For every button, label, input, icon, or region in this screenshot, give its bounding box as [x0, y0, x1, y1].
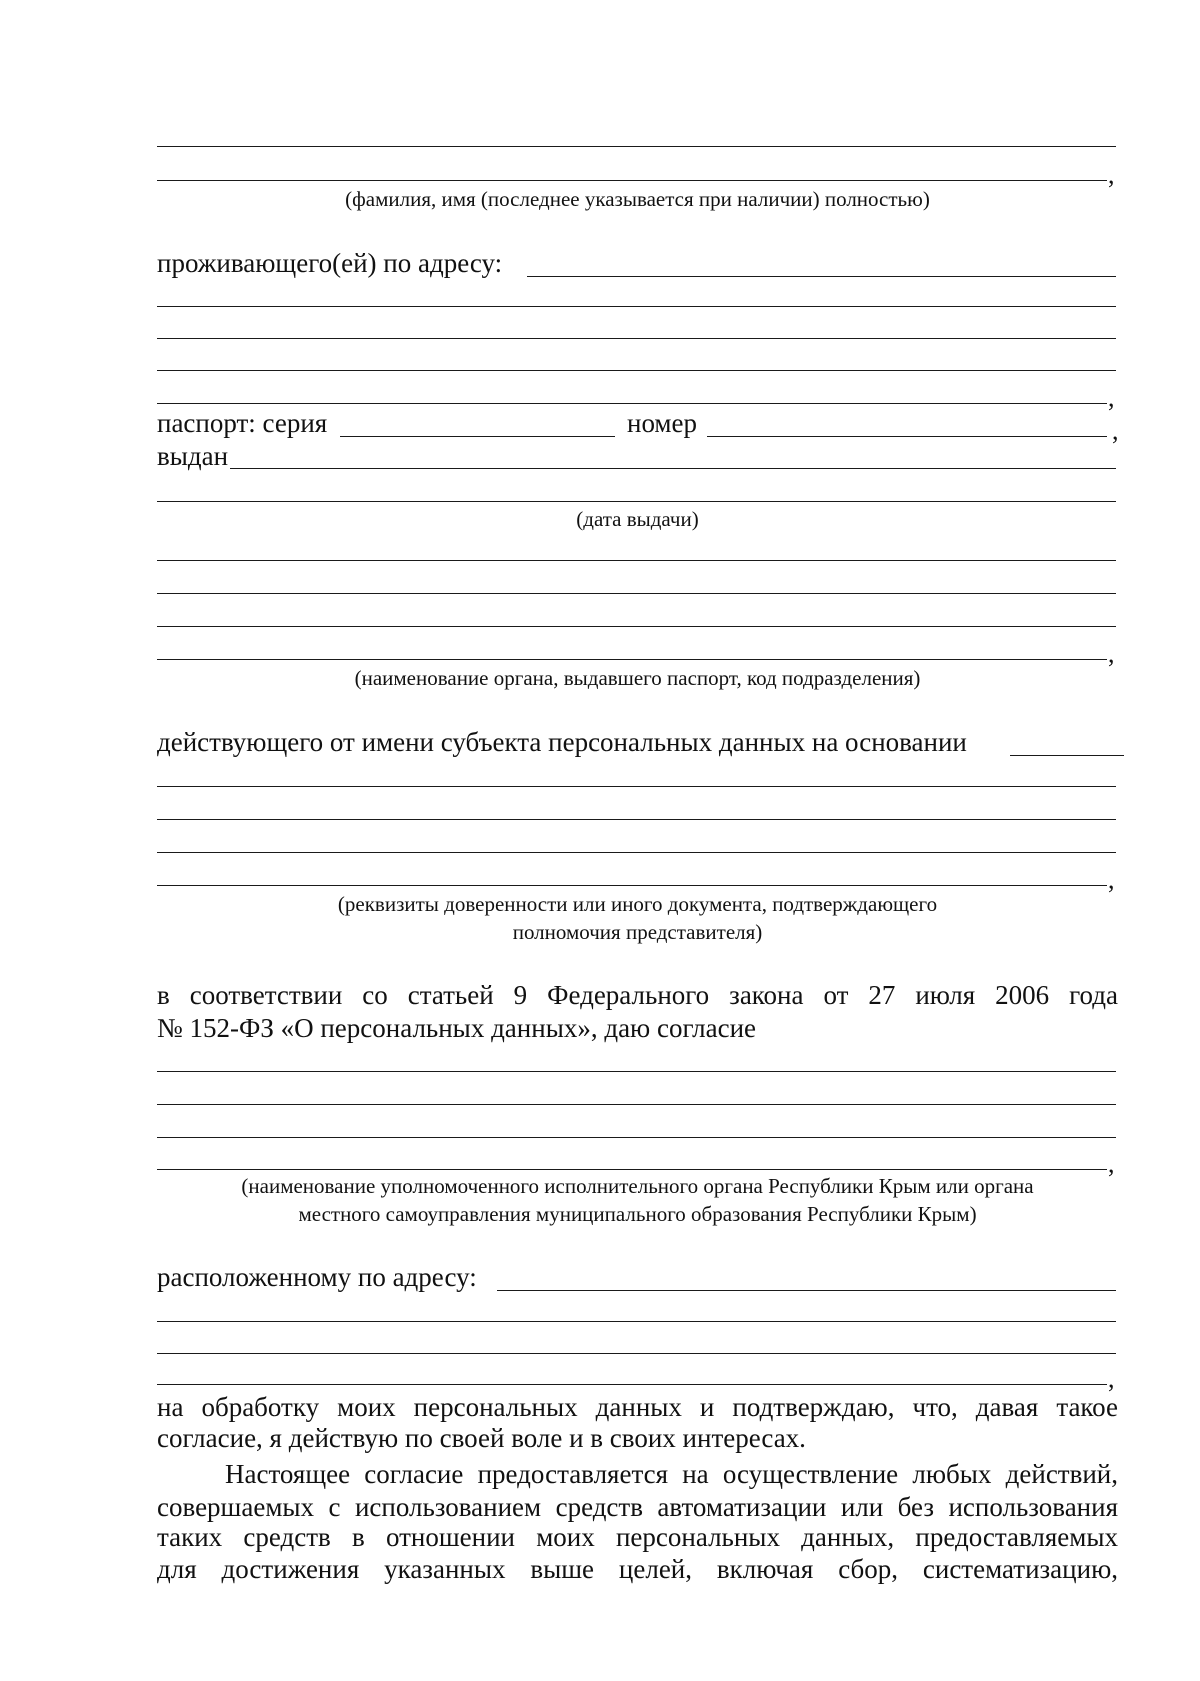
org-caption-2: местного самоуправления муниципального образования Республики Крым): [298, 1202, 977, 1226]
org-address-comma: ,: [1108, 1364, 1115, 1393]
org-line-2[interactable]: [157, 1104, 1116, 1105]
address-line-2[interactable]: [157, 306, 1116, 307]
address-label: проживающего(ей) по адресу:: [157, 248, 503, 278]
org-line-3[interactable]: [157, 1137, 1116, 1138]
org-caption-1: (наименование уполномоченного исполнительного органа Республики Крым или органа: [241, 1174, 1034, 1198]
proxy-caption-1: (реквизиты доверенности или иного документа, подтверждающего: [337, 892, 938, 916]
fio-caption: (фамилия, имя (последнее указывается при наличии) полностью): [345, 187, 930, 211]
passport-comma: ,: [1112, 416, 1119, 445]
org-address-line-2[interactable]: [157, 1321, 1116, 1322]
acting-line-4[interactable]: [157, 852, 1116, 853]
acting-comma: ,: [1108, 865, 1115, 894]
org-address-label: расположенному по адресу:: [157, 1262, 477, 1292]
fio-line-2[interactable]: [157, 180, 1107, 181]
issuer-caption: (наименование органа, выдавшего паспорт, код подразделения): [354, 666, 921, 690]
org-address-line-4[interactable]: [157, 1384, 1107, 1385]
acting-line-3[interactable]: [157, 819, 1116, 820]
issue-date-caption: (дата выдачи): [576, 507, 699, 531]
passport-series-label: паспорт: серия: [157, 408, 328, 438]
org-line-4[interactable]: [157, 1169, 1107, 1170]
issuer-line-3[interactable]: [157, 626, 1116, 627]
law-line-1: в соответствии со статьей 9 Федерального закона от 27 июля 2006 года: [157, 980, 1118, 1010]
address-line-4[interactable]: [157, 370, 1116, 371]
issued-line-2[interactable]: [157, 501, 1116, 502]
issuer-line-1[interactable]: [157, 560, 1116, 561]
org-comma: ,: [1108, 1149, 1115, 1178]
fio-line-1[interactable]: [157, 146, 1116, 147]
para-line-1: Настоящее согласие предоставляется на осуществление любых действий,: [225, 1459, 1118, 1489]
issuer-comma: ,: [1108, 639, 1115, 668]
acting-line-1[interactable]: [1010, 755, 1124, 756]
issuer-line-2[interactable]: [157, 593, 1116, 594]
org-line-1[interactable]: [157, 1071, 1116, 1072]
address-line-3[interactable]: [157, 338, 1116, 339]
org-address-line-3[interactable]: [157, 1353, 1116, 1354]
issued-line-1[interactable]: [230, 468, 1116, 469]
para-line-4: для достижения указанных выше целей, включая сбор, систематизацию,: [157, 1554, 1118, 1584]
passport-number-field[interactable]: [707, 436, 1107, 437]
para-line-2: совершаемых с использованием средств автоматизации или без использования: [157, 1492, 1118, 1522]
para-line-3: таких средств в отношении моих персональных данных, предоставляемых: [157, 1522, 1118, 1552]
law-line-2: № 152-ФЗ «О персональных данных», даю согласие: [157, 1013, 757, 1043]
acting-line-5[interactable]: [157, 885, 1107, 886]
address-line-1[interactable]: [527, 276, 1116, 277]
address-line-5[interactable]: [157, 403, 1107, 404]
processing-line-1: на обработку моих персональных данных и подтверждаю, что, давая такое: [157, 1392, 1118, 1422]
issued-label: выдан: [157, 441, 229, 471]
org-address-line-1[interactable]: [497, 1290, 1116, 1291]
passport-number-label: номер: [627, 408, 698, 438]
proxy-caption-2: полномочия представителя): [512, 920, 763, 944]
address-comma: ,: [1108, 383, 1115, 412]
issuer-line-4[interactable]: [157, 659, 1107, 660]
acting-label: действующего от имени субъекта персональных данных на основании: [157, 727, 967, 757]
processing-line-2: согласие, я действую по своей воле и в своих интересах.: [157, 1423, 806, 1453]
acting-line-2[interactable]: [157, 786, 1116, 787]
fio-comma: ,: [1108, 160, 1115, 189]
passport-series-field[interactable]: [340, 436, 615, 437]
